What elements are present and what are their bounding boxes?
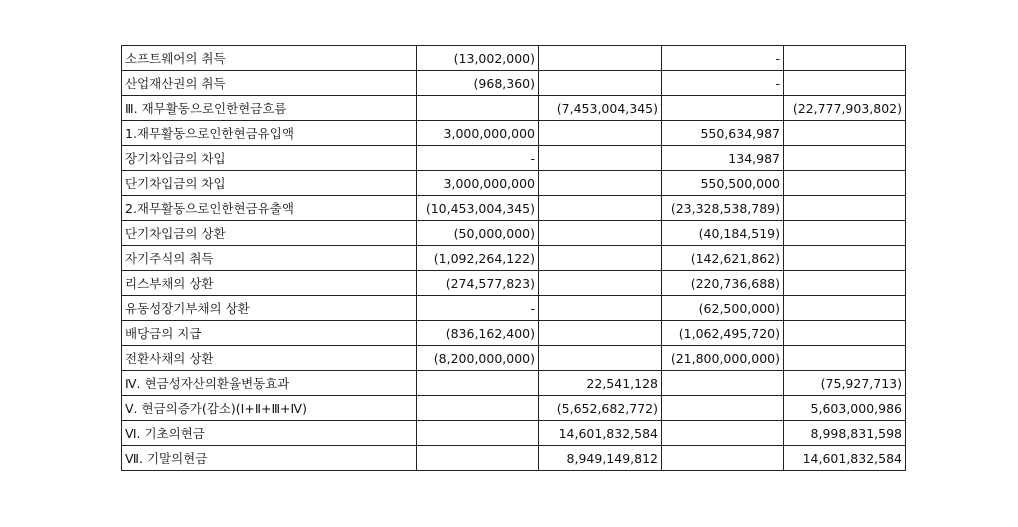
current-detail-amount: (8,200,000,000) — [417, 346, 539, 371]
prior-detail-amount: - — [662, 46, 784, 71]
row-label: Ⅲ. 재무활동으로인한현금흐름 — [122, 96, 417, 121]
current-detail-amount — [417, 396, 539, 421]
table-row — [122, 221, 906, 246]
row-label: 산업재산권의 취득 — [122, 71, 417, 96]
table-row — [122, 396, 906, 421]
current-subtotal-amount — [539, 346, 662, 371]
current-detail-amount — [417, 96, 539, 121]
current-detail-amount: (1,092,264,122) — [417, 246, 539, 271]
current-subtotal-amount — [539, 121, 662, 146]
table-row — [122, 296, 906, 321]
table-row — [122, 46, 906, 71]
table-row — [122, 146, 906, 171]
prior-subtotal-amount — [784, 171, 906, 196]
current-subtotal-amount: 14,601,832,584 — [539, 421, 662, 446]
current-subtotal-amount — [539, 246, 662, 271]
current-detail-amount — [417, 371, 539, 396]
row-label: 단기차입금의 차입 — [122, 171, 417, 196]
prior-subtotal-amount — [784, 146, 906, 171]
prior-subtotal-amount — [784, 121, 906, 146]
row-label: 단기차입금의 상환 — [122, 221, 417, 246]
prior-detail-amount — [662, 421, 784, 446]
row-label: 배당금의 지급 — [122, 321, 417, 346]
prior-detail-amount: (220,736,688) — [662, 271, 784, 296]
prior-subtotal-amount: 5,603,000,986 — [784, 396, 906, 421]
row-label: Ⅳ. 현금성자산의환율변동효과 — [122, 371, 417, 396]
prior-detail-amount: (23,328,538,789) — [662, 196, 784, 221]
prior-subtotal-amount — [784, 346, 906, 371]
current-subtotal-amount: 22,541,128 — [539, 371, 662, 396]
current-detail-amount: (13,002,000) — [417, 46, 539, 71]
current-detail-amount: (968,360) — [417, 71, 539, 96]
current-subtotal-amount: (7,453,004,345) — [539, 96, 662, 121]
row-label: Ⅴ. 현금의증가(감소)(Ⅰ+Ⅱ+Ⅲ+Ⅳ) — [122, 396, 417, 421]
prior-subtotal-amount: (75,927,713) — [784, 371, 906, 396]
cash-flow-table-body — [122, 46, 906, 471]
prior-subtotal-amount — [784, 196, 906, 221]
table-row — [122, 271, 906, 296]
row-label: Ⅶ. 기말의현금 — [122, 446, 417, 471]
table-row — [122, 71, 906, 96]
row-label: 리스부채의 상환 — [122, 271, 417, 296]
prior-subtotal-amount — [784, 221, 906, 246]
current-detail-amount: - — [417, 296, 539, 321]
prior-detail-amount — [662, 371, 784, 396]
prior-detail-amount — [662, 446, 784, 471]
current-detail-amount: 3,000,000,000 — [417, 171, 539, 196]
current-detail-amount — [417, 446, 539, 471]
prior-detail-amount: (1,062,495,720) — [662, 321, 784, 346]
prior-subtotal-amount — [784, 71, 906, 96]
row-label: 1.재무활동으로인한현금유입액 — [122, 121, 417, 146]
prior-subtotal-amount — [784, 321, 906, 346]
prior-detail-amount: (40,184,519) — [662, 221, 784, 246]
current-detail-amount: (836,162,400) — [417, 321, 539, 346]
current-subtotal-amount — [539, 171, 662, 196]
current-subtotal-amount — [539, 221, 662, 246]
table-row — [122, 346, 906, 371]
current-subtotal-amount — [539, 296, 662, 321]
row-label: 자기주식의 취득 — [122, 246, 417, 271]
current-detail-amount: (10,453,004,345) — [417, 196, 539, 221]
prior-detail-amount: (142,621,862) — [662, 246, 784, 271]
prior-detail-amount — [662, 396, 784, 421]
current-subtotal-amount — [539, 46, 662, 71]
current-detail-amount: (274,577,823) — [417, 271, 539, 296]
table-row — [122, 121, 906, 146]
row-label: 전환사채의 상환 — [122, 346, 417, 371]
prior-detail-amount: (62,500,000) — [662, 296, 784, 321]
prior-detail-amount: (21,800,000,000) — [662, 346, 784, 371]
table-row — [122, 96, 906, 121]
current-subtotal-amount: 8,949,149,812 — [539, 446, 662, 471]
row-label: Ⅵ. 기초의현금 — [122, 421, 417, 446]
table-row — [122, 196, 906, 221]
prior-subtotal-amount — [784, 46, 906, 71]
prior-detail-amount: 550,634,987 — [662, 121, 784, 146]
current-detail-amount — [417, 421, 539, 446]
cash-flow-table — [121, 45, 906, 471]
table-row — [122, 321, 906, 346]
current-subtotal-amount — [539, 196, 662, 221]
current-subtotal-amount — [539, 71, 662, 96]
table-row — [122, 171, 906, 196]
current-subtotal-amount — [539, 271, 662, 296]
table-row — [122, 246, 906, 271]
current-subtotal-amount: (5,652,682,772) — [539, 396, 662, 421]
current-subtotal-amount — [539, 146, 662, 171]
prior-subtotal-amount — [784, 271, 906, 296]
prior-detail-amount: 134,987 — [662, 146, 784, 171]
prior-subtotal-amount: (22,777,903,802) — [784, 96, 906, 121]
row-label: 2.재무활동으로인한현금유출액 — [122, 196, 417, 221]
current-detail-amount: (50,000,000) — [417, 221, 539, 246]
table-row — [122, 446, 906, 471]
current-detail-amount: - — [417, 146, 539, 171]
row-label: 소프트웨어의 취득 — [122, 46, 417, 71]
row-label: 유동성장기부채의 상환 — [122, 296, 417, 321]
current-detail-amount: 3,000,000,000 — [417, 121, 539, 146]
table-row — [122, 421, 906, 446]
prior-subtotal-amount — [784, 296, 906, 321]
prior-detail-amount: 550,500,000 — [662, 171, 784, 196]
prior-detail-amount: - — [662, 71, 784, 96]
prior-subtotal-amount: 14,601,832,584 — [784, 446, 906, 471]
table-row — [122, 371, 906, 396]
row-label: 장기차입금의 차입 — [122, 146, 417, 171]
prior-subtotal-amount — [784, 246, 906, 271]
prior-detail-amount — [662, 96, 784, 121]
prior-subtotal-amount: 8,998,831,598 — [784, 421, 906, 446]
current-subtotal-amount — [539, 321, 662, 346]
